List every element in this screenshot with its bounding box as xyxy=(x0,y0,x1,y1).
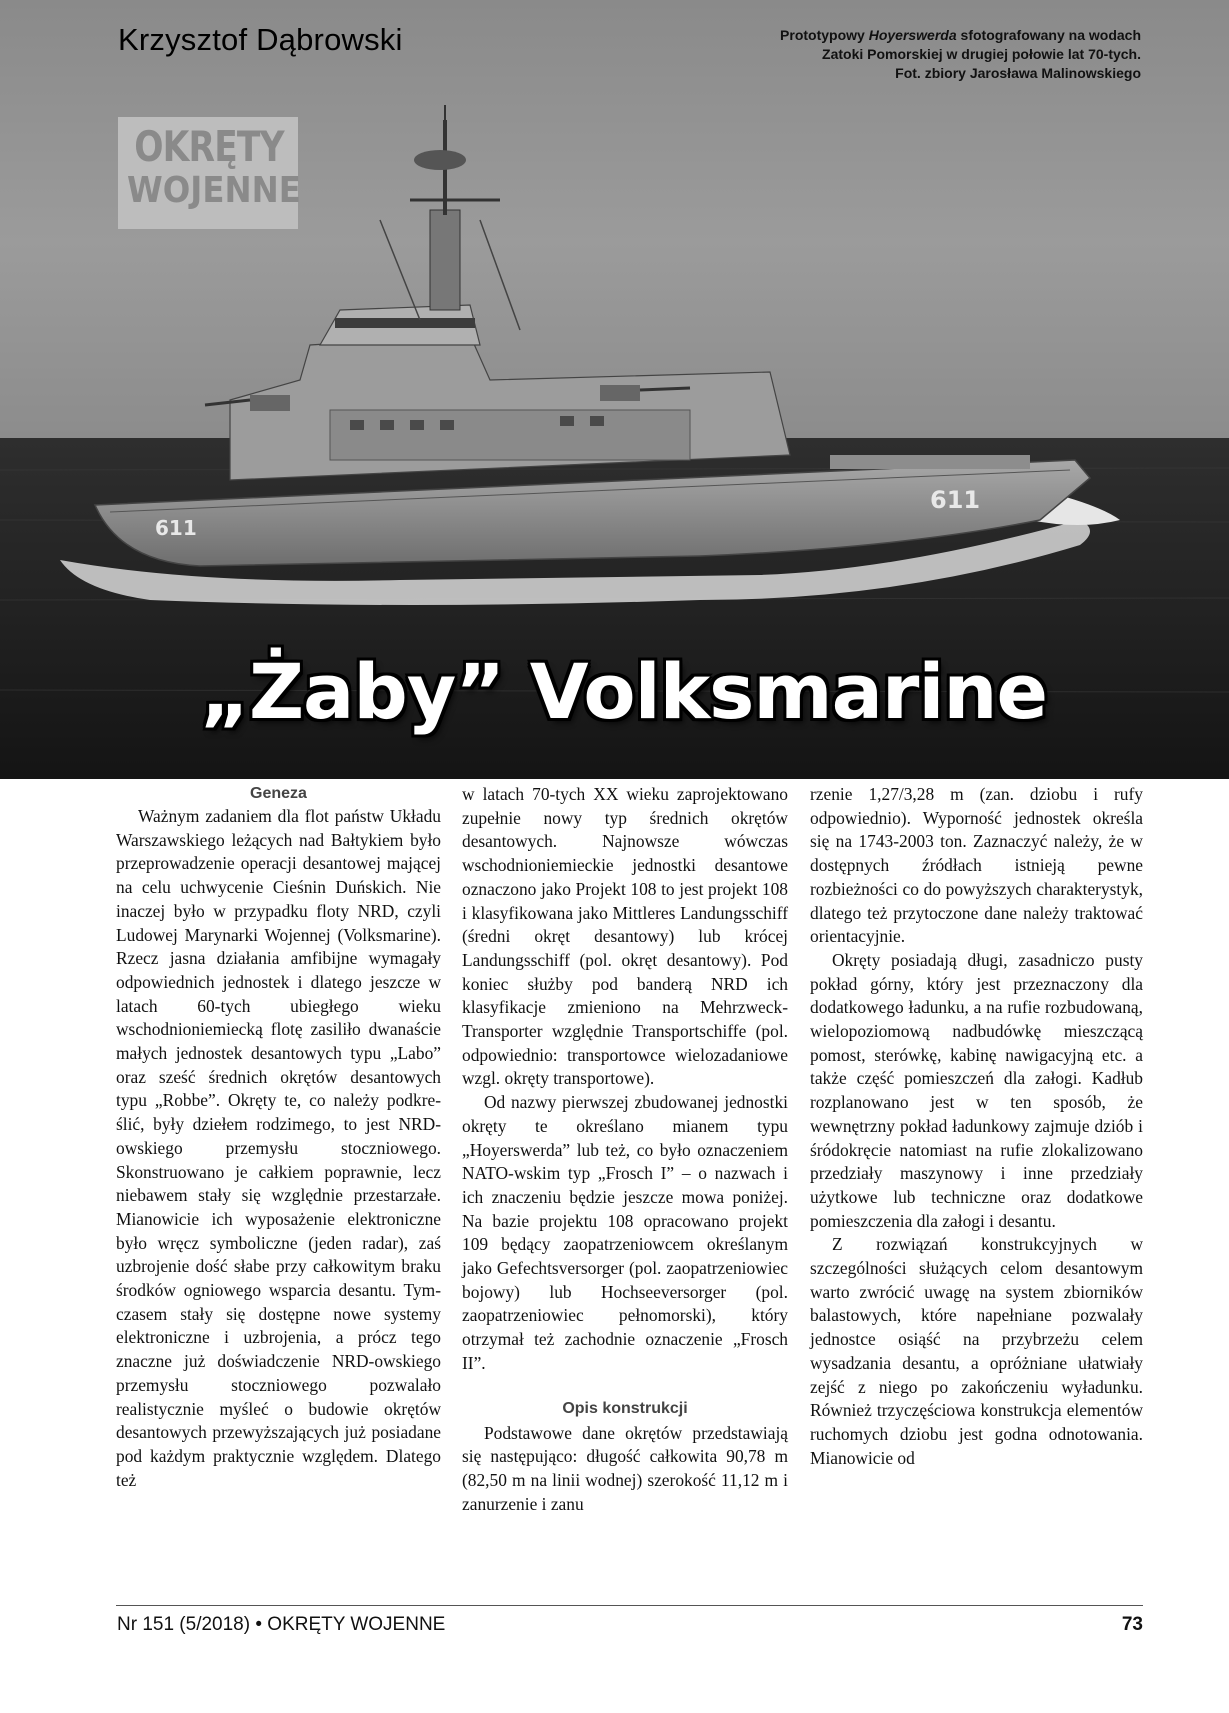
section-heading-opis: Opis konstrukcji xyxy=(562,1399,688,1417)
magazine-logo xyxy=(118,117,301,229)
hull-number-bow: 611 xyxy=(930,486,981,514)
logo-line1: OKRĘTY xyxy=(134,122,284,171)
caption-line2: Zatoki Pomorskiej w drugiej połowie lat 70-tych. xyxy=(822,46,1141,62)
logo-line2: WOJENNE xyxy=(127,170,301,211)
hull-number-stern: 611 xyxy=(155,516,197,540)
caption-ship-name: Hoyerswerda xyxy=(868,27,957,43)
paragraph: Z rozwiązań konstrukcyjnych w szczególności służących celom desantowym warto zwrócić uwagę na system zbiorników balastowych, które napełniane pozwalały jednostce osiąść na przybrzeżu celem wysadzania desantu, a opróżniane ułatwiały zejść z niego po zakończeniu wyładunku. Również trzyczęściowa konstrukcja elementów ruchomych dziobu jest godna odnotowania. Mianowicie od xyxy=(810,1234,1143,1468)
caption-line1-before: Prototypowy xyxy=(780,27,869,43)
paragraph: Od nazwy pierwszej zbudowanej jednostki okręty te określano mianem typu „Hoyerswerda” lub też, co było oznaczeniem NATO-wskim typ „Frosch I” – o nazwach i ich znaczeniu będzie jeszcze mowa poniżej. Na bazie projektu 108 opracowano projekt 109 będący zaopatrzeniowcem określanym jako Gefechtsversorger (pol. zaopatrzeniowiec bojowy) lub Hochseeversorger (pol. zaopatrzeniowiec pełnomorski), który otrzymał też zachodnie oznaczenie „Frosch II”. xyxy=(462,1092,788,1373)
author-name: Krzysztof Dąbrowski xyxy=(118,22,403,57)
paragraph: Ważnym zadaniem dla flot państw Układu Warszawskiego leżących nad Bałtykiem było przeprowadzenie operacji desantowej mającej na celu uchwycenie Cieśnin Duńskich. Nie inaczej było w przypadku floty NRD, czyli Ludowej Marynarki Wojennej (Volksmarine). Rzecz jasna działania amfibijne wymagały odpowiednich jednostek i dlatego jeszcze w latach 60-tych ubiegłego wieku wschodnioniemiecką flotę zasiliło dwanaście małych jednostek desantowych typu „Labo” oraz sześć średnich okrętów desantowych typu „Robbe”. Okręty te, co należy podkreślić, były dziełem rodzimego, to jest NRD-owskiego przemysłu stoczniowego. Skonstruowano je całkiem poprawnie, lecz niebawem stały się względnie przestarzałe. Mianowicie ich wyposażenie elektroniczne było wręcz symboliczne (jeden radar), zaś uzbrojenie dość słabe przy całkowitym braku środków ogniowego wsparcia desantu. Tymczasem stały się dostępne nowe systemy elektroniczne i uzbrojenia, a prócz tego znaczne już doświadczenie NRD-owskiego przemysłu stoczniowego pozwalało realistycznie myśleć o budowie okrętów desantowych przewyższających już posiadane pod każdym praktycznie względem. Dlatego też xyxy=(116,806,441,1490)
text-column-1 xyxy=(116,783,441,1492)
article-title: „Żaby” Volksmarine xyxy=(200,647,1048,736)
paragraph: rzenie 1,27/3,28 m (zan. dziobu i rufy odpowiednio). Wyporność jednostek określa się na 1743-2003 ton. Zaznaczyć należy, że w dostępnych źródłach istnieją pewne rozbieżności co do powyższych charakterystyk, dlatego też przytoczone dane należy traktować orientacyjnie. xyxy=(810,784,1143,947)
page-number: 73 xyxy=(1121,1614,1143,1635)
photo-caption xyxy=(621,26,1141,83)
text-column-2 xyxy=(462,783,788,1516)
footer-issue: Nr 151 (5/2018) • OKRĘTY WOJENNE xyxy=(117,1614,446,1635)
paragraph: Podstawowe dane okrętów przedstawiają się następująco: długość całkowita 90,78 m (82,50 m na linii wodnej) szerokość 11,12 m i zanurzenie i zanu xyxy=(462,1422,788,1514)
section-heading-geneza: Geneza xyxy=(250,785,307,802)
caption-credit: Fot. zbiory Jarosława Malinowskiego xyxy=(895,65,1141,81)
paragraph: w latach 70-tych XX wieku zaprojektowano zupełnie nowy typ średnich okrętów desantowych. Najnowsze wówczas wschodnioniemieckie jednostki desantowe oznaczono jako Projekt 108 to jest projekt 108 i klasyfikowana jako Mittleres Landungsschiff (średni okręt desantowy) lub krócej Landungsschiff (pol. okręt desantowy). Pod koniec służby pod banderą NRD ich klasyfikacje zmieniono na Mehrzweck-Transporter względnie Transportschiffe (pol. odpowiednio: transportowce wielozadaniowe wzgl. okręty transportowe). xyxy=(462,784,788,1089)
footer-rule xyxy=(116,1605,1143,1606)
caption-line1-after: sfotografowany na wodach xyxy=(956,27,1141,43)
paragraph: Okręty posiadają długi, zasadniczo pusty pokład górny, który jest przeznaczony dla dodatkowego ładunku, a na rufie rozbudowaną, wielopoziomową nadbudówkę mieszczącą pomost, sterówkę, kabinę nawigacyjną etc. a także część pomieszczeń dla załogi. Kadłub rozplanowano jest w ten sposób, że wewnętrzny pokład ładunkowy zajmuje dziób i śródokręcie natomiast na rufie zlokalizowano przedziały maszynowy i inne przedziały użytkowe lub techniczne oraz dodatkowe pomieszczenia dla załogi i desantu. xyxy=(810,949,1143,1231)
text-column-3 xyxy=(810,783,1143,1470)
